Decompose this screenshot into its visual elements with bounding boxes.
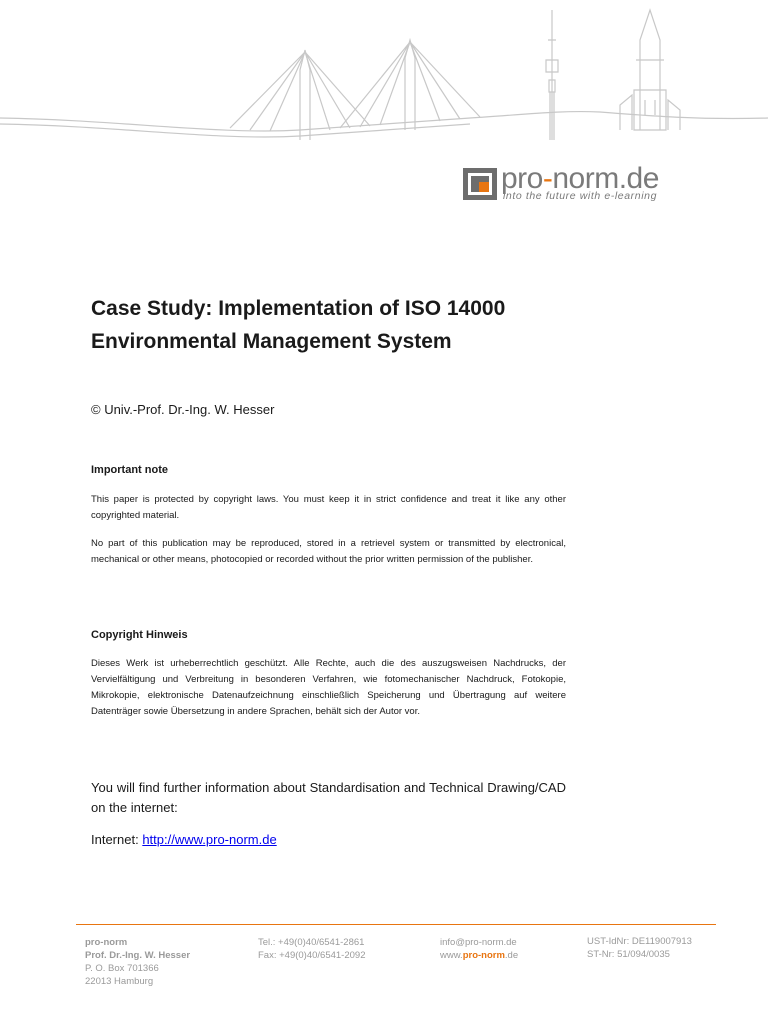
logo-mark-icon [463, 168, 497, 200]
important-note-paragraph-2: No part of this publication may be reproduced, stored in a retrievel system or transmitted by electronical, mechanical or other means, photocopied or recorded without the prior written permission of the publisher. [91, 538, 566, 565]
footer-city: 22013 Hamburg [85, 976, 154, 987]
footer-email[interactable]: info@pro-norm.de [440, 937, 517, 948]
logo-tagline: into the future with e-learning [503, 190, 658, 202]
footer-tax [587, 935, 692, 961]
document-title [91, 292, 591, 358]
footer-fax: Fax: +49(0)40/6541-2092 [258, 950, 366, 961]
footer-org: pro-norm [85, 937, 128, 948]
important-note-paragraph-1: This paper is protected by copyright laws. You must keep it in strict confidence and treat it like any other copyrighted material. [91, 494, 566, 521]
footer-web[interactable]: www.pro-norm.de [440, 950, 519, 961]
footer-phone [258, 936, 365, 962]
important-note-heading: Important note [91, 464, 168, 476]
footer-contact [440, 936, 518, 962]
footer-tel: Tel.: +49(0)40/6541-2861 [258, 937, 365, 948]
footer-po-box: P. O. Box 701366 [85, 963, 159, 974]
author-line: © Univ.-Prof. Dr.-Ing. W. Hesser [91, 402, 275, 417]
title-line-1: Case Study: Implementation of ISO 14000 [91, 297, 506, 320]
hamburg-skyline-illustration [0, 0, 768, 160]
footer-ust: UST-IdNr: DE119007913 [587, 936, 692, 947]
internet-line [91, 832, 277, 847]
copyright-heading: Copyright Hinweis [91, 629, 188, 641]
pro-norm-logo [463, 162, 713, 202]
title-line-2: Environmental Management System [91, 330, 452, 353]
logo-wordmark: pro-norm.de [501, 162, 659, 195]
copyright-paragraph: Dieses Werk ist urheberrechtlich geschützt. Alle Rechte, auch die des auszugsweisen Nachdrucks, der Vervielfältigung und Verbreitung in besonderen Verfahren, wie fotomechanischer Nachdruck, Fotokopie, Mikrokopie, elektronische Datenaufzeichnung einschließlich Speicherung und Übertragung auf weitere Datenträger sowie Übersetzung in andere Sprachen, behält sich der Autor vor. [91, 658, 566, 717]
footer-st: ST-Nr: 51/094/0035 [587, 949, 670, 960]
footer-divider [76, 924, 716, 925]
footer-address [85, 936, 190, 988]
footer-name: Prof. Dr.-Ing. W. Hesser [85, 950, 191, 961]
internet-label: Internet: [91, 832, 143, 847]
further-info-text: You will find further information about Standardisation and Technical Drawing/CAD on the internet: [91, 780, 566, 815]
website-link[interactable]: http://www.pro-norm.de [142, 832, 277, 847]
